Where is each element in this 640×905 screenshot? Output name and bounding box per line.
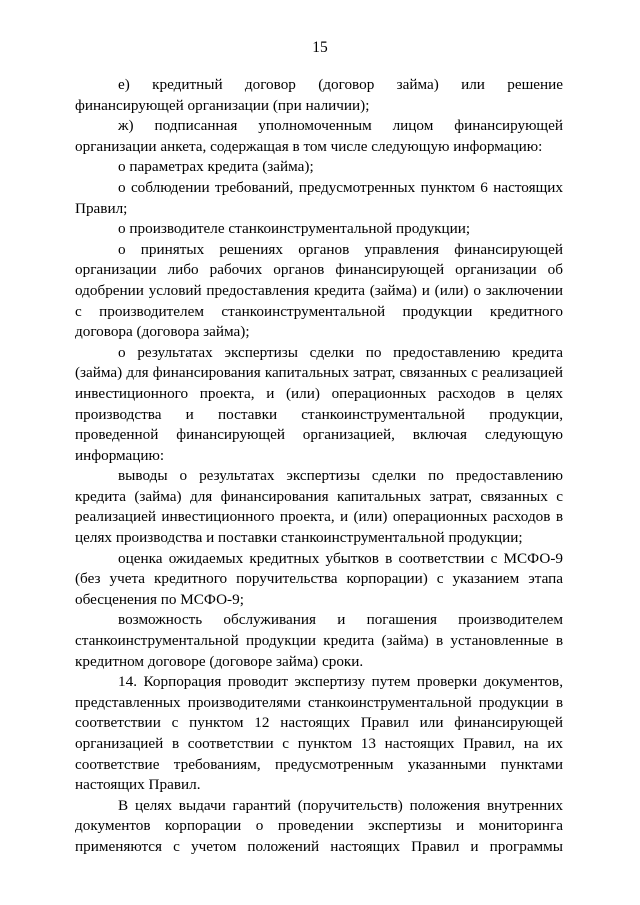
paragraph-expertise-results: о результатах экспертизы сделки по предоставлению кредита (займа) для финансирования капитальных затрат, связанных с реализацией инвестиционного проекта, и (или) операционных расходов в целях производства и поставки станкоинструментальной продукции, проведенной финансирующей организацией, включая следующую информацию: [75,343,563,464]
paragraph-requirements-compliance: о соблюдении требований, предусмотренных пунктом 6 настоящих Правил; [75,178,563,217]
page-number: 15 [312,39,328,56]
paragraph-item-14: 14. Корпорация проводит экспертизу путем проверки документов, представленных производителями станкоинструментальной продукции в соответствии с пунктом 12 настоящих Правил или финансирующей организацией в соответствии с пунктом 13 настоящих Правил, на их соответствие требованиям, предусмотренным указанными пунктами настоящих Правил. [75,673,563,794]
paragraph-manufacturer: о производителе станкоинструментальной продукции; [118,220,471,238]
paragraph-management-decisions: о принятых решениях органов управления финансирующей организации либо рабочих органов финансирующей организации об одобрении условий предоставления кредита (займа) и (или) о заключении с производителем станкоинструментальной продукции кредитного договора (договора займа); [75,240,563,341]
document-body [75,75,563,858]
paragraph-item-zh: ж) подписанная уполномоченным лицом финансирующей организации анкета, содержащая в том числе следующую информацию: [75,117,563,155]
paragraph-guarantees: В целях выдачи гарантий (поручительств) положения внутренних документов корпорации о проведении экспертизы и мониторинга применяются с учетом положений настоящих Правил и программы [75,796,563,855]
paragraph-credit-parameters: о параметрах кредита (займа); [118,158,314,176]
paragraph-expertise-conclusions: выводы о результатах экспертизы сделки по предоставлению кредита (займа) для финансирования капитальных затрат, связанных с реализацией инвестиционного проекта, и (или) операционных расходов в целях производства и поставки станкоинструментальной продукции; [75,467,563,547]
paragraph-repayment-ability: возможность обслуживания и погашения производителем станкоинструментальной продукции кредита (займа) в установленные в кредитном договоре (договоре займа) сроки. [75,611,563,670]
paragraph-credit-losses: оценка ожидаемых кредитных убытков в соответствии с МСФО-9 (без учета кредитного поручительства корпорации) с указанием этапа обесценения по МСФО-9; [75,549,563,608]
paragraph-item-e: е) кредитный договор (договор займа) или решение финансирующей организации (при наличии); [75,76,563,114]
